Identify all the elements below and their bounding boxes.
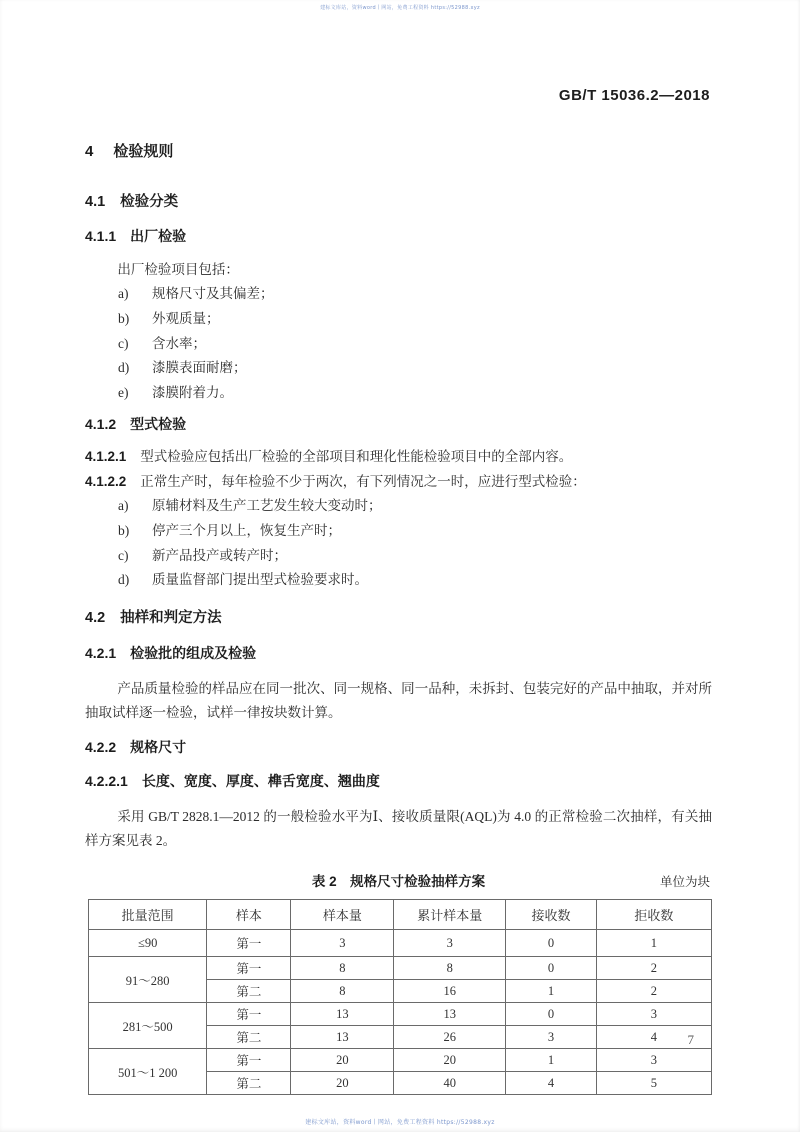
column-header: 样本量: [291, 900, 394, 930]
list-item: [85, 519, 712, 544]
column-header: 样本: [207, 900, 291, 930]
heading-text: 型式检验: [130, 415, 187, 432]
clause-number: 4.1.2.1: [85, 448, 127, 464]
list-4-1-1: [85, 282, 712, 406]
table-unit-note: 单位为块: [659, 875, 710, 890]
watermark-bottom: 建标文库站，资料word丨网站，免费工程资料 https://52988.xyz: [305, 1119, 495, 1126]
heading-text: 规格尺寸: [130, 739, 187, 756]
table-cell: 3: [394, 930, 506, 957]
section-heading-4-1-1: [85, 226, 712, 246]
table-cell: 2: [596, 957, 711, 980]
heading-text: 长度、宽度、厚度、榫舌宽度、翘曲度: [141, 773, 380, 790]
table-cell: 1: [506, 980, 596, 1003]
list-marker: e): [118, 385, 129, 401]
table-cell: 4: [596, 1026, 711, 1049]
heading-number: 4.2.2: [85, 739, 117, 756]
section-heading-4-2-2: [85, 737, 712, 757]
table-cell: 281～500: [89, 1003, 207, 1049]
table-cell: 1: [596, 930, 711, 957]
section-heading-4: [85, 140, 712, 161]
list-text: 原辅材料及生产工艺发生较大变动时；: [152, 497, 382, 513]
table-row: [89, 1049, 712, 1072]
table-cell: 13: [291, 1026, 394, 1049]
table-cell: 0: [506, 930, 596, 957]
heading-number: 4: [85, 143, 94, 160]
heading-number: 4.2.1: [85, 645, 117, 662]
list-item: [85, 568, 712, 593]
heading-text: 检验分类: [120, 194, 179, 210]
table-cell: 8: [291, 980, 394, 1003]
list-marker: c): [118, 335, 129, 351]
table-row: [89, 930, 712, 957]
list-text: 漆膜附着力。: [152, 385, 233, 401]
list-item: [85, 282, 712, 307]
table-cell: 20: [394, 1049, 506, 1072]
table-cell: 4: [506, 1072, 596, 1095]
table-cell: 13: [291, 1003, 394, 1026]
list-text: 停产三个月以上，恢复生产时；: [152, 522, 341, 538]
table-cell: 91～280: [89, 957, 207, 1003]
list-text: 新产品投产或转产时；: [152, 547, 287, 563]
list-item: [85, 307, 712, 332]
table-cell: 0: [506, 1003, 596, 1026]
table-cell: 第一: [207, 957, 291, 980]
list-text: 规格尺寸及其偏差；: [152, 286, 274, 301]
heading-number: 4.2: [85, 610, 106, 627]
paragraph-4-2-1: 产品质量检验的样品应在同一批次、同一规格、同一品种，未拆封、包装完好的产品中抽取，并对所抽取试样逐一检验，试样一律按块数计算。: [85, 681, 712, 721]
sampling-plan-table: [88, 899, 712, 1095]
section-heading-4-2-1: [85, 643, 712, 663]
table-cell: 第二: [207, 980, 291, 1003]
table-row: [89, 1003, 712, 1026]
heading-text: 抽样和判定方法: [120, 610, 222, 627]
clause-4-1-2-1: [85, 444, 712, 469]
clause-text: 型式检验应包括出厂检验的全部项目和理化性能检验项目中的全部内容。: [140, 448, 573, 464]
heading-number: 4.2.2.1: [85, 773, 128, 790]
table-cell: 26: [394, 1026, 506, 1049]
table-caption-row: [85, 870, 712, 890]
table-cell: 0: [506, 957, 596, 980]
section-heading-4-1-2: [85, 414, 712, 434]
column-header: 累计样本量: [394, 900, 506, 930]
table-cell: ≤90: [89, 930, 207, 957]
list-text: 外观质量；: [152, 310, 220, 326]
table-cell: 501～1 200: [89, 1049, 207, 1095]
watermark-top: 建标文库站，资料word丨网站，免费工程资料 https://52988.xyz: [320, 5, 480, 11]
list-marker: a): [118, 497, 129, 513]
list-4-1-2-2: [85, 494, 712, 593]
table-cell: 3: [291, 930, 394, 957]
table-cell: 1: [506, 1049, 596, 1072]
heading-number: 4.1.2: [85, 415, 117, 432]
list-marker: b): [118, 310, 130, 326]
table-cell: 第一: [207, 1049, 291, 1072]
table-cell: 3: [596, 1049, 711, 1072]
table-cell: 第一: [207, 1003, 291, 1026]
table-header-row: [89, 900, 712, 930]
table-cell: 3: [596, 1003, 711, 1026]
table-cell: 8: [291, 957, 394, 980]
list-marker: a): [118, 286, 129, 301]
page-number: 7: [687, 1032, 694, 1047]
table-cell: 2: [596, 980, 711, 1003]
list-marker: d): [118, 360, 130, 376]
table-cell: 20: [291, 1072, 394, 1095]
list-marker: c): [118, 547, 129, 563]
list-item: [85, 332, 712, 357]
section-heading-4-1: [85, 190, 712, 211]
list-text: 漆膜表面耐磨；: [152, 360, 247, 376]
list-item: [85, 494, 712, 519]
section-heading-4-2-2-1: [85, 771, 712, 791]
column-header: 拒收数: [596, 900, 711, 930]
table-cell: 8: [394, 957, 506, 980]
list-text: 含水率；: [152, 335, 206, 351]
table-caption: 表 2 规格尺寸检验抽样方案: [311, 874, 486, 890]
list-marker: b): [118, 522, 130, 538]
table-cell: 第二: [207, 1026, 291, 1049]
heading-text: 检验规则: [113, 143, 174, 160]
heading-number: 4.1.1: [85, 228, 117, 244]
list-item: [85, 356, 712, 381]
heading-text: 出厂检验: [130, 228, 187, 244]
list-item: [85, 381, 712, 406]
table-cell: 40: [394, 1072, 506, 1095]
list-text: 质量监督部门提出型式检验要求时。: [152, 572, 368, 588]
table-cell: 3: [506, 1026, 596, 1049]
heading-number: 4.1: [85, 194, 106, 210]
document-code: GB/T 15036.2—2018: [558, 87, 710, 104]
column-header: 批量范围: [89, 900, 207, 930]
paragraph-4-2-2-1: 采用 GB/T 2828.1—2012 的一般检验水平为Ⅰ、接收质量限(AQL)为 4.0 的正常检验二次抽样，有关抽样方案见表 2。: [85, 809, 712, 849]
table-row: [89, 957, 712, 980]
section-heading-4-2: [85, 606, 712, 627]
paragraph-4-1-1-intro: 出厂检验项目包括：: [117, 262, 239, 277]
table-cell: 16: [394, 980, 506, 1003]
list-item: [85, 544, 712, 569]
table-cell: 20: [291, 1049, 394, 1072]
heading-text: 检验批的组成及检验: [130, 645, 257, 662]
list-marker: d): [118, 572, 130, 588]
table-cell: 第二: [207, 1072, 291, 1095]
table-cell: 5: [596, 1072, 711, 1095]
table-cell: 13: [394, 1003, 506, 1026]
clause-text: 正常生产时，每年检验不少于两次，有下列情况之一时，应进行型式检验：: [140, 473, 586, 489]
clause-number: 4.1.2.2: [85, 473, 127, 489]
column-header: 接收数: [506, 900, 596, 930]
table-cell: 第一: [207, 930, 291, 957]
clause-4-1-2-2: [85, 469, 712, 494]
